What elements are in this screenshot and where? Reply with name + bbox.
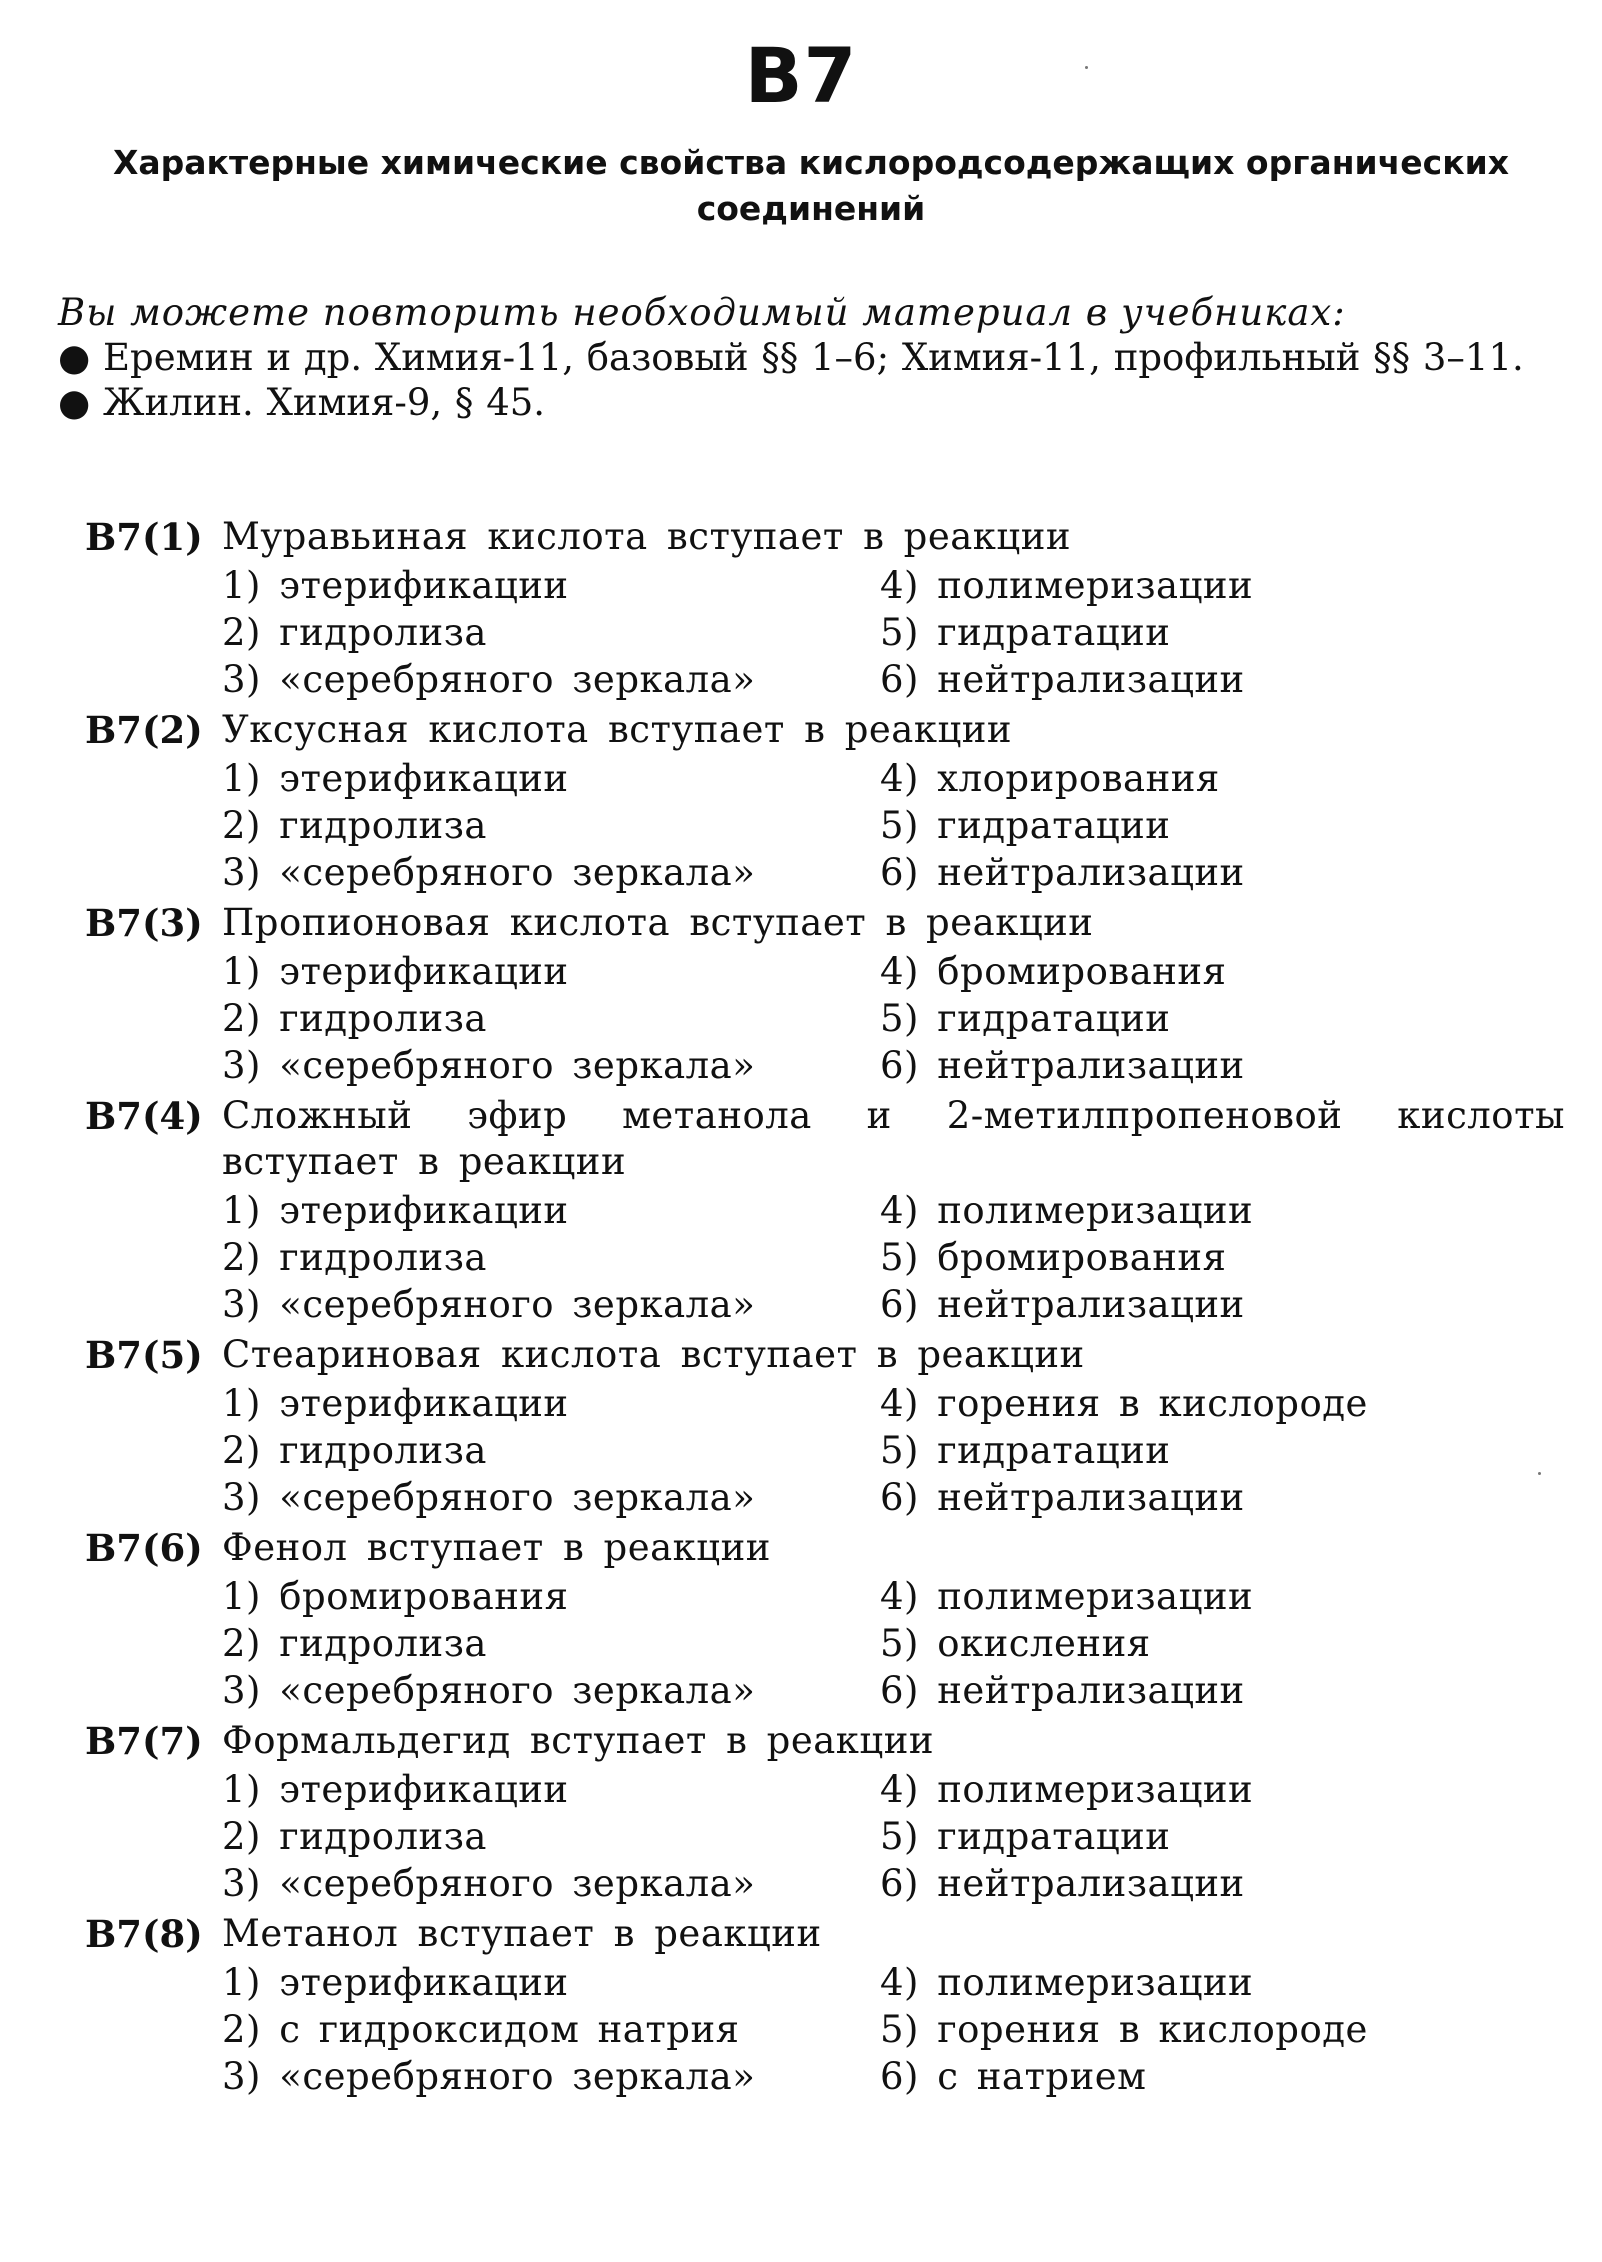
question-block bbox=[85, 1332, 1565, 1521]
answer-option: 2) гидролиза bbox=[222, 1815, 487, 1858]
answer-option: 5) гидратации bbox=[880, 611, 1171, 654]
answer-option: 3) «серебряного зеркала» bbox=[222, 1044, 756, 1087]
question-header bbox=[85, 1093, 1565, 1185]
question-list bbox=[85, 514, 1565, 2104]
question-header bbox=[85, 1718, 1565, 1764]
reference-item bbox=[58, 335, 1558, 380]
answer-options bbox=[222, 1959, 1565, 2100]
reference-text: Еремин и др. Химия-11, базовый §§ 1–6; Химия-11, профильный §§ 3–11. bbox=[103, 336, 1524, 379]
answer-option: 3) «серебряного зеркала» bbox=[222, 1476, 756, 1519]
answer-option: 6) нейтрализации bbox=[880, 1669, 1245, 1712]
answer-option: 5) бромирования bbox=[880, 1236, 1227, 1279]
answer-option: 4) хлорирования bbox=[880, 757, 1220, 800]
answer-option: 6) нейтрализации bbox=[880, 1476, 1245, 1519]
answer-option: 6) нейтрализации bbox=[880, 851, 1245, 894]
answer-options bbox=[222, 1187, 1565, 1328]
answer-option: 4) бромирования bbox=[880, 950, 1227, 993]
question-text: Метанол вступает в реакции bbox=[222, 1912, 822, 1955]
answer-option: 5) горения в кислороде bbox=[880, 2008, 1368, 2051]
answer-option: 6) нейтрализации bbox=[880, 1862, 1245, 1905]
answer-options bbox=[222, 1380, 1565, 1521]
answer-option: 1) этерификации bbox=[222, 1382, 569, 1425]
question-number: B7(4) bbox=[85, 1094, 203, 1138]
answer-options bbox=[222, 1766, 1565, 1907]
answer-option: 4) полимеризации bbox=[880, 1575, 1254, 1618]
question-text: Фенол вступает в реакции bbox=[222, 1526, 771, 1569]
question-block bbox=[85, 707, 1565, 896]
scan-speck bbox=[1538, 1472, 1541, 1475]
answer-option: 2) гидролиза bbox=[222, 1429, 487, 1472]
answer-option: 4) горения в кислороде bbox=[880, 1382, 1368, 1425]
answer-option: 1) этерификации bbox=[222, 757, 569, 800]
answer-option: 4) полимеризации bbox=[880, 1961, 1254, 2004]
question-header bbox=[85, 514, 1565, 560]
question-text: Сложный эфир метанола и 2-метилпропеновой кислоты вступает в реакции bbox=[222, 1094, 1565, 1183]
answer-options bbox=[222, 1573, 1565, 1714]
bullet-icon: ● bbox=[58, 381, 91, 424]
question-number: B7(3) bbox=[85, 901, 203, 945]
question-number: B7(6) bbox=[85, 1526, 203, 1570]
answer-option: 5) гидратации bbox=[880, 997, 1171, 1040]
answer-option: 4) полимеризации bbox=[880, 1189, 1254, 1232]
answer-option: 6) нейтрализации bbox=[880, 658, 1245, 701]
answer-option: 2) гидролиза bbox=[222, 611, 487, 654]
answer-option: 2) гидролиза bbox=[222, 804, 487, 847]
question-block bbox=[85, 1525, 1565, 1714]
question-number: B7(1) bbox=[85, 515, 203, 559]
answer-option: 3) «серебряного зеркала» bbox=[222, 1669, 756, 1712]
answer-option: 2) гидролиза bbox=[222, 1622, 487, 1665]
question-header bbox=[85, 1911, 1565, 1957]
answer-option: 1) этерификации bbox=[222, 950, 569, 993]
question-header bbox=[85, 1525, 1565, 1571]
question-header bbox=[85, 707, 1565, 753]
answer-option: 3) «серебряного зеркала» bbox=[222, 1283, 756, 1326]
question-text: Стеариновая кислота вступает в реакции bbox=[222, 1333, 1085, 1376]
answer-option: 3) «серебряного зеркала» bbox=[222, 851, 756, 894]
answer-option: 1) бромирования bbox=[222, 1575, 569, 1618]
page-subtitle: Характерные химические свойства кислородсодержащих органических соединений bbox=[112, 143, 1510, 228]
question-block bbox=[85, 1718, 1565, 1907]
question-block bbox=[85, 900, 1565, 1089]
answer-option: 5) гидратации bbox=[880, 804, 1171, 847]
question-text: Пропионовая кислота вступает в реакции bbox=[222, 901, 1094, 944]
answer-option: 3) «серебряного зеркала» bbox=[222, 1862, 756, 1905]
references-lead: Вы можете повторить необходимый материал в учебниках: bbox=[58, 291, 1346, 334]
question-number: B7(7) bbox=[85, 1719, 203, 1763]
answer-option: 6) нейтрализации bbox=[880, 1283, 1245, 1326]
question-block bbox=[85, 514, 1565, 703]
bullet-icon: ● bbox=[58, 336, 91, 379]
answer-option: 2) гидролиза bbox=[222, 997, 487, 1040]
answer-option: 3) «серебряного зеркала» bbox=[222, 2055, 756, 2098]
answer-option: 5) гидратации bbox=[880, 1429, 1171, 1472]
answer-option: 6) нейтрализации bbox=[880, 1044, 1245, 1087]
question-number: B7(2) bbox=[85, 708, 203, 752]
answer-option: 1) этерификации bbox=[222, 1961, 569, 2004]
reference-text: Жилин. Химия-9, § 45. bbox=[103, 381, 546, 424]
answer-option: 3) «серебряного зеркала» bbox=[222, 658, 756, 701]
answer-option: 2) гидролиза bbox=[222, 1236, 487, 1279]
question-header bbox=[85, 900, 1565, 946]
answer-option: 5) окисления bbox=[880, 1622, 1151, 1665]
answer-options bbox=[222, 562, 1565, 703]
question-number: B7(8) bbox=[85, 1912, 203, 1956]
question-text: Формальдегид вступает в реакции bbox=[222, 1719, 935, 1762]
answer-option: 5) гидратации bbox=[880, 1815, 1171, 1858]
answer-option: 6) с натрием bbox=[880, 2055, 1147, 2098]
scan-speck bbox=[1085, 66, 1088, 69]
question-block bbox=[85, 1911, 1565, 2100]
answer-option: 1) этерификации bbox=[222, 1768, 569, 1811]
answer-option: 2) с гидроксидом натрия bbox=[222, 2008, 740, 2051]
answer-options bbox=[222, 948, 1565, 1089]
question-header bbox=[85, 1332, 1565, 1378]
answer-option: 1) этерификации bbox=[222, 1189, 569, 1232]
answer-option: 4) полимеризации bbox=[880, 1768, 1254, 1811]
answer-option: 1) этерификации bbox=[222, 564, 569, 607]
question-block bbox=[85, 1093, 1565, 1328]
question-text: Муравьиная кислота вступает в реакции bbox=[222, 515, 1072, 558]
answer-options bbox=[222, 755, 1565, 896]
question-number: B7(5) bbox=[85, 1333, 203, 1377]
textbook-references bbox=[58, 290, 1558, 425]
reference-item bbox=[58, 380, 1558, 425]
page-title: B7 bbox=[744, 31, 858, 120]
question-text: Уксусная кислота вступает в реакции bbox=[222, 708, 1013, 751]
answer-option: 4) полимеризации bbox=[880, 564, 1254, 607]
